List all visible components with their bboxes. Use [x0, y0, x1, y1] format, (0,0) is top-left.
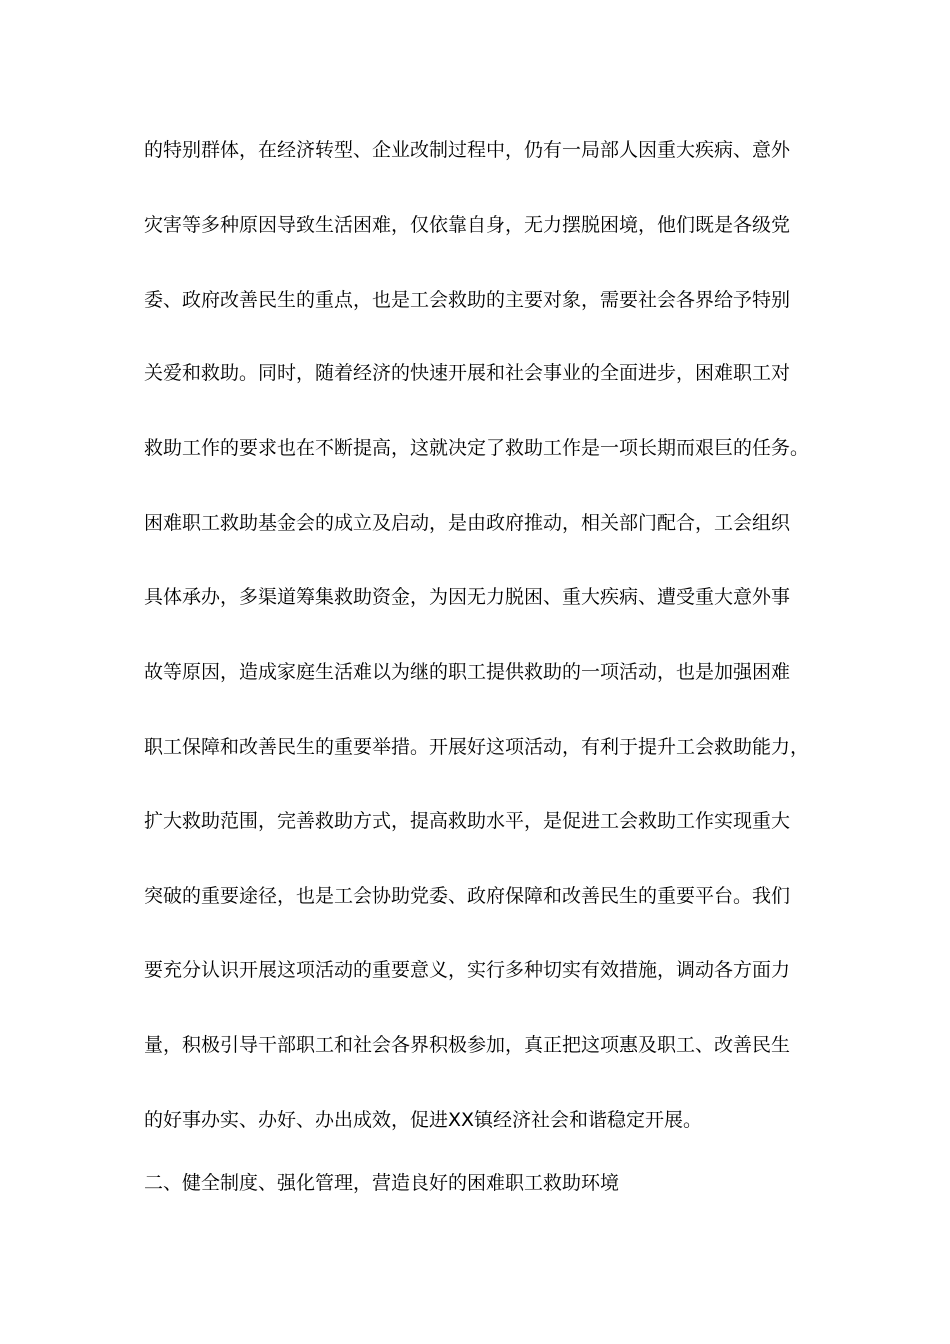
paragraph-line: 关爱和救助。同时，随着经济的快速开展和社会事业的全面进步，困难职工对	[144, 362, 791, 384]
section-heading: 二、健全制度、强化管理，营造良好的困难职工救助环境	[144, 1172, 620, 1194]
paragraph-line: 突破的重要途径，也是工会协助党委、政府保障和改善民生的重要平台。我们	[144, 885, 791, 907]
paragraph-line: 的特别群体，在经济转型、企业改制过程中，仍有一局部人因重大疾病、意外	[144, 139, 791, 161]
paragraph-line: 故等原因，造成家庭生活难以为继的职工提供救助的一项活动，也是加强困难	[144, 661, 791, 683]
paragraph-line: 灾害等多种原因导致生活困难，仅依靠自身，无力摆脱困境，他们既是各级党	[144, 214, 791, 236]
paragraph-line: 要充分认识开展这项活动的重要意义，实行多种切实有效措施，调动各方面力	[144, 959, 791, 981]
paragraph-line: 救助工作的要求也在不断提高，这就决定了救助工作是一项长期而艰巨的任务。	[144, 437, 810, 459]
paragraph-line: 委、政府改善民生的重点，也是工会救助的主要对象，需要社会各界给予特别	[144, 289, 791, 311]
paragraph-line: 困难职工救助基金会的成立及启动，是由政府推动，相关部门配合，工会组织	[144, 512, 791, 534]
paragraph-line: 具体承办，多渠道筹集救助资金，为因无力脱困、重大疾病、遭受重大意外事	[144, 586, 791, 608]
paragraph-line: 职工保障和改善民生的重要举措。开展好这项活动，有利于提升工会救助能力，	[144, 736, 810, 758]
paragraph-line: 的好事办实、办好、办出成效，促进XX镇经济社会和谐稳定开展。	[144, 1109, 703, 1131]
paragraph-line: 扩大救助范围，完善救助方式，提高救助水平，是促进工会救助工作实现重大	[144, 810, 791, 832]
paragraph-line: 量，积极引导干部职工和社会各界积极参加，真正把这项惠及职工、改善民生	[144, 1034, 791, 1056]
